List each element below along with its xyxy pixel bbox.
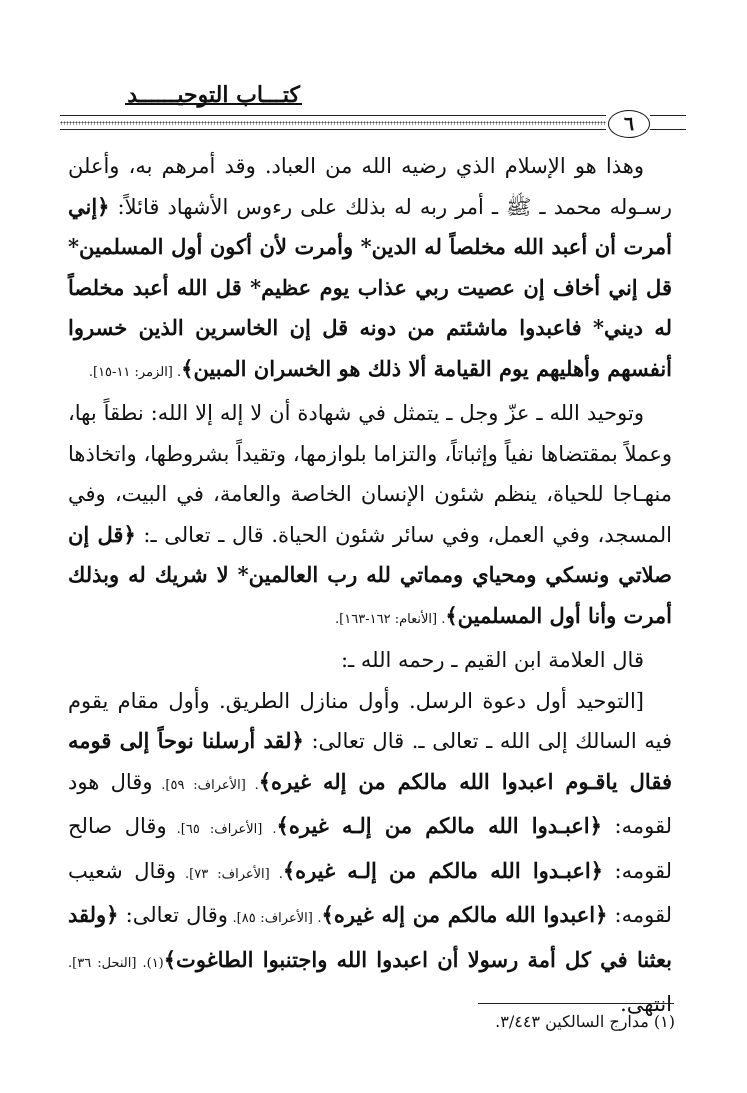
header-rule-right-bottom [650,129,686,130]
body-sentence: انتهى. [620,992,672,1016]
body-sentence: وقال شعيب لقومه: [68,858,672,927]
paragraph [68,393,672,640]
verse-reference: . [الأنعام: ١٦٢-١٦٣]. [335,611,446,627]
verse-reference: . [الأعراف: ٨٥]. [227,911,322,926]
verse-reference: . [الأعراف: ٧٣]. [176,866,283,882]
footnote-separator [478,1003,674,1004]
header-rule-bottom [60,129,606,130]
verse-reference: . [الزمر: ١١-١٥]. [88,364,182,380]
quran-verse: ﴿اعبـدوا الله مالكم من إلـه غيره﴾ [276,813,602,838]
verse-reference: (١) [146,955,164,971]
header-rule-right-top [650,115,686,116]
page-number: ٦ [608,110,650,138]
body-sentence: قال العلامة ابن القيم ـ رحمه الله ـ: [340,648,644,672]
verse-reference: . [الأعراف: ٦٥]. [166,822,277,837]
quran-verse: ﴿إني أمرت أن أعبد الله مخلصاً له الدين* وأمرت لأن أكون أول المسلمين* قل إني أخاف إن عصيت ربي عذاب يوم عظيم* قل الله أعبد مخلصاً له ديني* فاعبدوا ماشئتم من دونه قل إن الخاسرين الذين خسروا أنفسهم وأهليهم يوم القيامة ألا ذلك هو الخسران المبين﴾ [68,193,672,381]
body-sentence: وقال تعالى: [118,903,228,927]
body-sentence: وقال هود لقومه: [68,769,672,838]
body-sentence: وتوحيد الله ـ عزّ وجل ـ يتمثل في شهادة أن لا إله إلا الله: نطقاً بها، وعملاً بمقتضاها نفياً وإثباتاً، والتزاما بلوازمها، وتقيداً بشروطها، واتخاذها منهـاجا للحياة، ينظم شئون الإنسان الخاصة والعامة، في البيت، وفي المسجد، وفي العمل، وفي سائر شئون الحياة. قال ـ تعالى ـ: [68,401,672,547]
quran-verse: ﴿اعبـدوا الله مالكم من إلـه غيره﴾ [282,857,603,883]
verse-reference: . [الأعراف: ٥٩]. [152,777,259,793]
paragraph [68,640,672,681]
quran-verse: ﴿قل إن صلاتي ونسكي ومحياي ومماتي لله رب العالمين* لا شريك له وبذلك أمرت وأنا أول المسلمين﴾ [68,521,672,628]
header-rule-top [60,115,606,116]
body-sentence: [التوحيد أول دعوة الرسل. وأول منازل الطريق. وأول مقام يقوم فيه السالك إلى الله ـ تعالى ـ. قال تعالى: [68,688,673,753]
verse-reference: . [النحل: ٣٦]. [68,955,147,971]
body-text [68,146,672,1025]
body-sentence: وهذا هو الإسلام الذي رضيه الله من العباد. وقد أمرهم به، وأعلن رسـوله محمد ـ ﷺ ـ أمر ربه له بذلك على رءوس الأشهاد قائلاً: [68,154,672,219]
paragraph [68,146,672,393]
footnote: (١) مدارج السالكين ٣/٤٤٣. [495,1012,675,1031]
quran-verse: ﴿اعبدوا الله مالكم من إله غيره﴾ [321,902,608,927]
body-sentence: وقال صالح لقومه: [68,814,672,883]
paragraph [68,681,672,1025]
quran-verse: ﴿لقد أرسلنا نوحاً إلى قومه فقال ياقـوم اعبدوا الله مالكم من إله غيره﴾ [68,728,672,794]
running-header-title: كتـــاب التوحيــــــد [127,82,300,108]
quran-verse: ﴿ولقد بعثنا في كل أمة رسولا أن اعبدوا الله واجتنبوا الطاغوت﴾ [68,902,672,972]
header-rule-dotted [60,121,606,125]
